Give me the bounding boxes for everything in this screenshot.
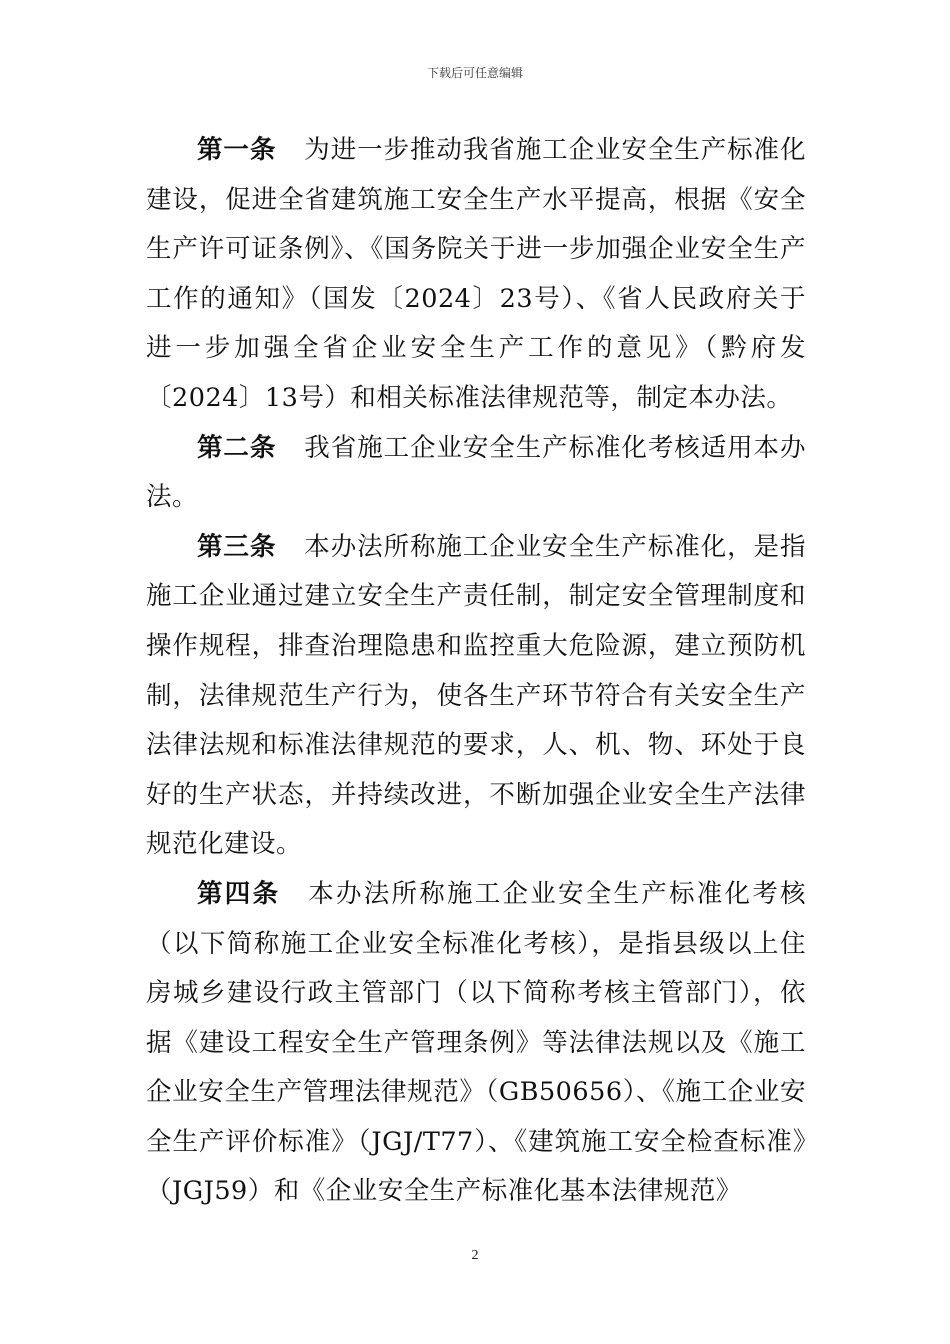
page-header: 下载后可任意编辑	[426, 66, 523, 80]
article-label: 第二条	[197, 432, 277, 463]
article-text: 本办法所称施工企业安全生产标准化，是指施工企业通过建立安全生产责任制，制定安全管理制度和操作规程，排查治理隐患和监控重大危险源，建立预防机制，法律规范生产行为，使各生产环节符合有关安全生产法律法规和标准法律规范的要求，人、机、物、环处于良好的生产状态，并持续改进，不断加强企业安全生产法律规范化建设。	[146, 531, 806, 860]
article-3	[146, 523, 806, 870]
page-number: 2	[471, 1248, 479, 1263]
article-4	[146, 870, 806, 1217]
article-text: 本办法所称施工企业安全生产标准化考核（以下简称施工企业安全标准化考核），是指县级以上住房城乡建设行政主管部门（以下简称考核主管部门），依据《建设工程安全生产管理条例》等法律法规以及《施工企业安全生产管理法律规范》（GB50656）、《施工企业安全生产评价标准》（JGJ/T77）、《建筑施工安全检查标准》（JGJ59）和《企业安全生产标准化基本法律规范》	[146, 878, 806, 1207]
article-label: 第三条	[197, 531, 277, 562]
article-label: 第四条	[197, 878, 281, 909]
document-body	[146, 126, 806, 1217]
article-2	[146, 424, 806, 523]
article-text: 为进一步推动我省施工企业安全生产标准化建设，促进全省建筑施工安全生产水平提高，根据《安全生产许可证条例》、《国务院关于进一步加强企业安全生产工作的通知》（国发〔2024〕23号）、《省人民政府关于进一步加强全省企业安全生产工作的意见》（黔府发〔2024〕13号）和相关标准法律规范等，制定本办法。	[146, 135, 806, 413]
article-text: 我省施工企业安全生产标准化考核适用本办法。	[146, 432, 806, 513]
article-label: 第一条	[197, 135, 277, 165]
article-1	[146, 126, 806, 424]
